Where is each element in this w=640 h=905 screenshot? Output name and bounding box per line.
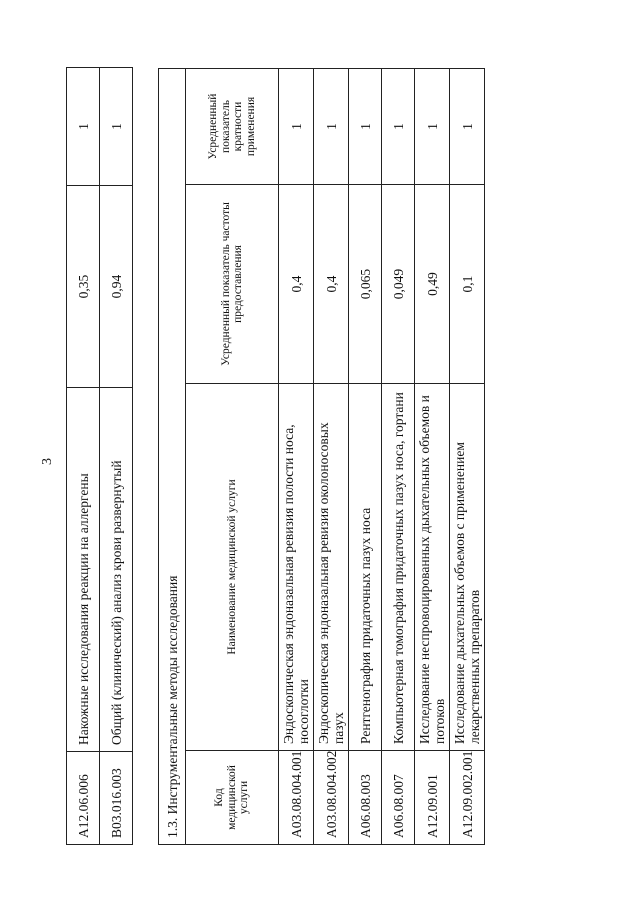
service-name: Эндоскопическая эндоназальная ревизия околоносовых пазух [314, 384, 349, 751]
service-name: Эндоскопическая эндоназальная ревизия полости носа, носоглотки [279, 384, 314, 751]
multiplicity-value: 1 [67, 68, 100, 186]
multiplicity-value: 1 [314, 68, 349, 184]
service-name: Исследование неспровоцированных дыхательных объемов и потоков [415, 384, 450, 751]
service-name: Рентгенография придаточных пазух носа [349, 384, 382, 751]
frequency-value: 0,065 [349, 185, 382, 384]
table-row [450, 68, 485, 844]
table-row [314, 68, 349, 844]
header-multiplicity: Усредненный показатель кратности применения [186, 68, 279, 184]
multiplicity-value: 1 [415, 68, 450, 184]
service-name: Компьютерная томография придаточных пазух носа, гортани [382, 384, 415, 751]
frequency-value: 0,49 [415, 185, 450, 384]
frequency-value: 0,049 [382, 185, 415, 384]
header-code: Код медицинской услуги [186, 751, 279, 845]
service-code: A06.08.003 [349, 751, 382, 845]
service-name: Накожные исследования реакции на аллергены [67, 388, 100, 752]
section-row [159, 68, 186, 844]
service-code: A03.08.004.001 [279, 751, 314, 845]
table-instrumental-methods [158, 68, 485, 845]
multiplicity-value: 1 [279, 68, 314, 184]
service-name: Исследование дыхательных объемов с применением лекарственных препаратов [450, 384, 485, 751]
service-code: A12.09.002.001 [450, 751, 485, 845]
table-row [100, 68, 133, 845]
multiplicity-value: 1 [382, 68, 415, 184]
table-row [415, 68, 450, 844]
frequency-value: 0,1 [450, 185, 485, 384]
frequency-value: 0,35 [67, 186, 100, 388]
table-lab-tests [66, 67, 133, 845]
frequency-value: 0,4 [314, 185, 349, 384]
header-frequency: Усредненный показатель частоты предоставления [186, 185, 279, 384]
header-row [186, 68, 279, 844]
frequency-value: 0,4 [279, 185, 314, 384]
service-name: Общий (клинический) анализ крови развернутый [100, 388, 133, 752]
service-code: B03.016.003 [100, 752, 133, 845]
section-title: 1.3. Инструментальные методы исследования [159, 68, 186, 844]
table-row [279, 68, 314, 844]
frequency-value: 0,94 [100, 186, 133, 388]
service-code: A03.08.004.002 [314, 751, 349, 845]
page-number: 3 [40, 458, 55, 465]
multiplicity-value: 1 [100, 68, 133, 186]
service-code: A06.08.007 [382, 751, 415, 845]
service-code: A12.09.001 [415, 751, 450, 845]
table-row [382, 68, 415, 844]
multiplicity-value: 1 [450, 68, 485, 184]
table-row [349, 68, 382, 844]
multiplicity-value: 1 [349, 68, 382, 184]
header-name: Наименование медицинской услуги [186, 384, 279, 751]
table-row [67, 68, 100, 845]
service-code: A12.06.006 [67, 752, 100, 845]
